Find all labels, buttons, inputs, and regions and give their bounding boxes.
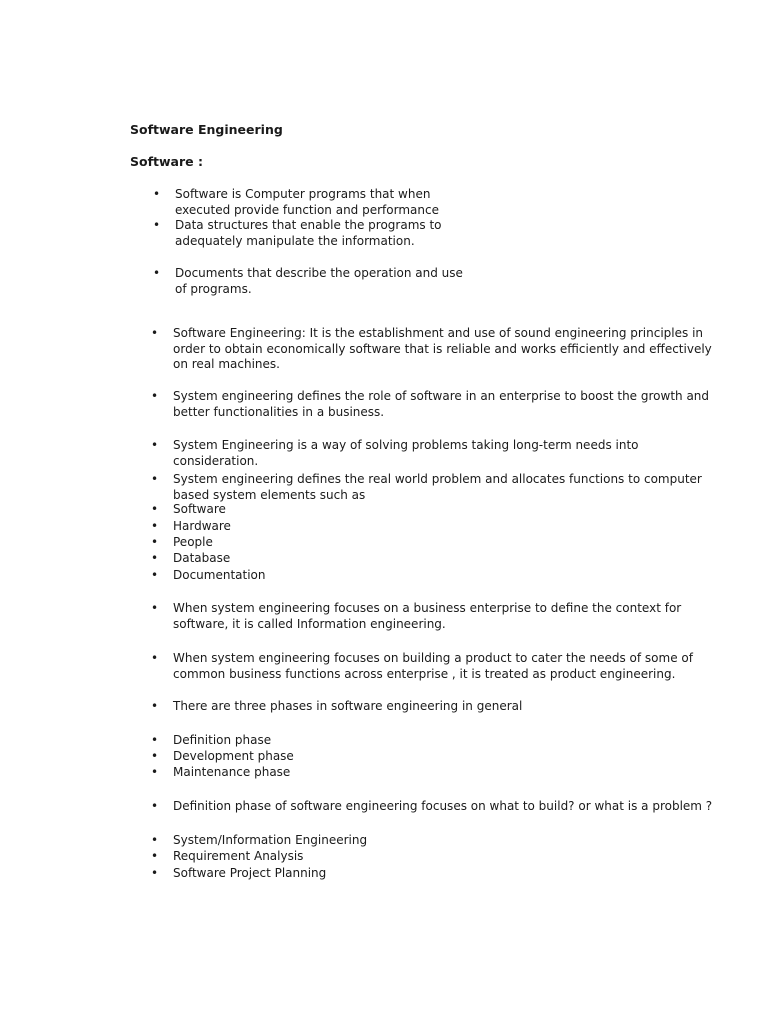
bullet-icon: • [151,438,159,452]
list-item: • Definition phase [151,733,272,747]
bullet-icon: • [151,833,159,847]
bullet-icon: • [153,187,161,201]
list-item: • Requirement Analysis [151,849,304,863]
list-item: • Software Project Planning [151,866,327,880]
bullet-icon: • [153,218,161,232]
list-item: • Data structures that enable the programs to adequately manipulate the information. [153,218,442,248]
list-item: • Software [151,502,226,516]
bullet-icon: • [151,765,159,779]
bullet-icon: • [151,749,159,763]
list-item: • When system engineering focuses on building a product to cater the needs of some of common business functions across enterprise , it is treated as product engineering. [151,651,693,681]
list-item: • Development phase [151,749,294,763]
bullet-icon: • [151,699,159,713]
bullet-icon: • [151,326,159,340]
bullet-icon: • [151,472,159,486]
bullet-icon: • [151,799,159,813]
bullet-icon: • [151,866,159,880]
list-item: • When system engineering focuses on a business enterprise to define the context for software, it is called Information engineering. [151,601,682,631]
bullet-icon: • [151,651,159,665]
section-heading: Software : [130,154,203,169]
document-title: Software Engineering [130,122,283,137]
list-item: • Database [151,551,231,565]
list-item: • People [151,535,213,549]
list-item: • Definition phase of software engineering focuses on what to build? or what is a problem ? [151,799,713,813]
bullet-icon: • [151,535,159,549]
bullet-icon: • [151,568,159,582]
bullet-icon: • [151,849,159,863]
bullet-icon: • [151,389,159,403]
bullet-icon: • [151,601,159,615]
bullet-icon: • [151,551,159,565]
list-item: • Software Engineering: It is the establishment and use of sound engineering principles in order to obtain economically software that is reliable and works efficiently and effectively on real machines. [151,326,712,371]
list-item: • There are three phases in software engineering in general [151,699,523,713]
bullet-icon: • [151,519,159,533]
list-item: • Documents that describe the operation and use of programs. [153,266,463,296]
bullet-icon: • [151,733,159,747]
list-item: • System engineering defines the role of software in an enterprise to boost the growth and better functionalities in a business. [151,389,710,419]
list-item: • System/Information Engineering [151,833,368,847]
bullet-icon: • [151,502,159,516]
list-item: • Maintenance phase [151,765,291,779]
list-item: • Hardware [151,519,231,533]
list-item: • System engineering defines the real world problem and allocates functions to computer based system elements such as [151,472,702,502]
bullet-icon: • [153,266,161,280]
list-item: • System Engineering is a way of solving problems taking long-term needs into consideration. [151,438,639,468]
list-item: • Software is Computer programs that when executed provide function and performance [153,187,439,217]
list-item: • Documentation [151,568,266,582]
